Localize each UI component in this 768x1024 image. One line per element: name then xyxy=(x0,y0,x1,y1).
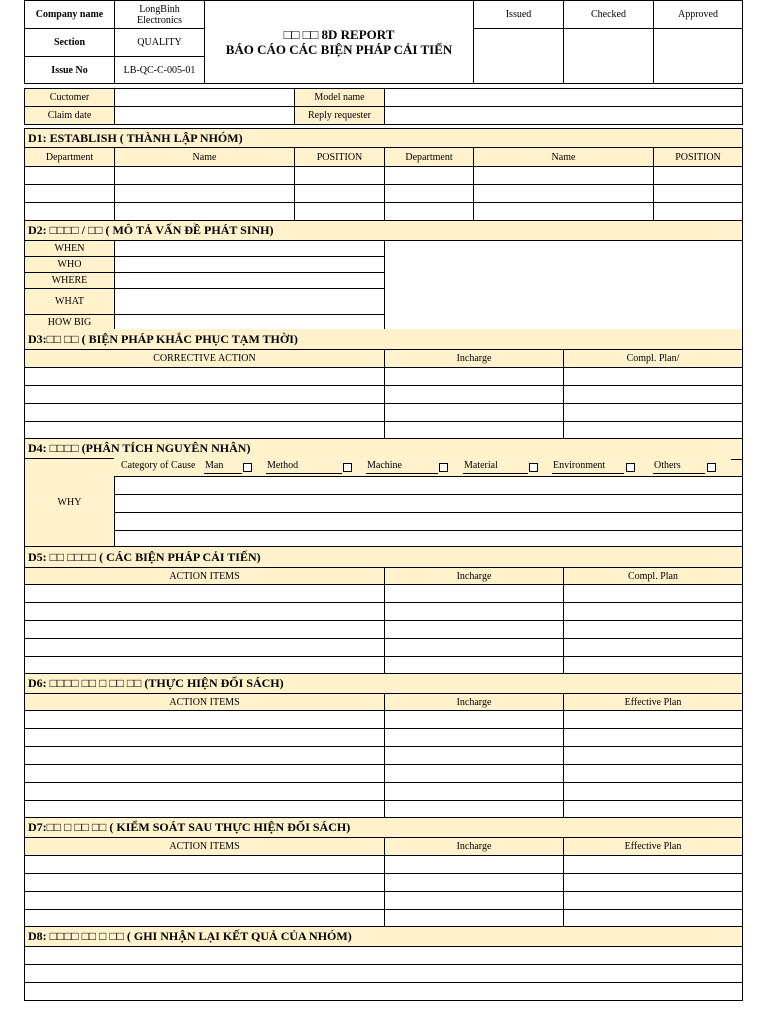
d1-team-cell[interactable] xyxy=(473,166,654,185)
d3-action-cell[interactable] xyxy=(384,367,564,386)
cause-machine-checkbox[interactable] xyxy=(439,463,448,472)
d1-team-cell[interactable] xyxy=(114,184,295,203)
model-name-label: Model name xyxy=(294,88,385,107)
d7-action-cell[interactable] xyxy=(384,855,564,874)
issued-signature-field[interactable] xyxy=(473,28,564,84)
d4-why-cell[interactable] xyxy=(114,476,743,495)
d6-action-cell[interactable] xyxy=(563,746,743,765)
d1-col-department-2: Department xyxy=(384,147,474,167)
d6-action-cell[interactable] xyxy=(24,782,385,801)
cause-material-checkbox[interactable] xyxy=(529,463,538,472)
d6-action-cell[interactable] xyxy=(563,728,743,747)
cause-man-label: Man xyxy=(204,459,242,474)
d6-action-cell[interactable] xyxy=(563,782,743,801)
customer-field[interactable] xyxy=(114,88,295,107)
d6-col-effective-plan: Effective Plan xyxy=(563,693,743,711)
d7-action-cell[interactable] xyxy=(24,891,385,910)
d4-why-cell[interactable] xyxy=(114,512,743,531)
d1-team-cell[interactable] xyxy=(384,184,474,203)
section-value: QUALITY xyxy=(114,28,205,57)
model-name-field[interactable] xyxy=(384,88,743,107)
d2-what-field[interactable] xyxy=(114,288,385,315)
d3-action-cell[interactable] xyxy=(24,367,385,386)
d7-action-cell[interactable] xyxy=(563,873,743,892)
cause-man-checkbox[interactable] xyxy=(243,463,252,472)
d3-section-title: D3:□□ □□ ( BIỆN PHÁP KHẮC PHỤC TẠM THỜI) xyxy=(24,329,743,350)
approved-signature-field[interactable] xyxy=(653,28,743,84)
d3-action-cell[interactable] xyxy=(563,403,743,422)
cause-environment-label: Environment xyxy=(552,459,624,474)
d1-team-cell[interactable] xyxy=(653,184,743,203)
d4-section-title: D4: □□□□ (PHÂN TÍCH NGUYÊN NHÂN) xyxy=(24,438,743,459)
d1-team-cell[interactable] xyxy=(114,202,295,221)
d3-action-cell[interactable] xyxy=(384,385,564,404)
d4-category-row xyxy=(114,458,743,477)
d8-result-cell[interactable] xyxy=(24,964,743,983)
checked-signature-field[interactable] xyxy=(563,28,654,84)
d7-action-cell[interactable] xyxy=(563,891,743,910)
d7-col-action-items: ACTION ITEMS xyxy=(24,837,385,856)
cause-method-checkbox[interactable] xyxy=(343,463,352,472)
d6-action-cell[interactable] xyxy=(384,710,564,729)
d6-action-cell[interactable] xyxy=(384,746,564,765)
title-line-2: BÁO CÁO CÁC BIỆN PHÁP CẢI TIẾN xyxy=(225,42,453,57)
d2-who-label: WHO xyxy=(24,256,115,273)
d1-team-cell[interactable] xyxy=(384,166,474,185)
issue-no-value: LB-QC-C-005-01 xyxy=(114,56,205,84)
d5-action-cell[interactable] xyxy=(24,584,385,603)
d5-action-cell[interactable] xyxy=(24,620,385,639)
d1-team-cell[interactable] xyxy=(114,166,295,185)
d2-where-label: WHERE xyxy=(24,272,115,289)
d6-col-incharge: Incharge xyxy=(384,693,564,711)
d6-col-action-items: ACTION ITEMS xyxy=(24,693,385,711)
d6-action-cell[interactable] xyxy=(24,728,385,747)
d2-when-label: WHEN xyxy=(24,240,115,257)
d1-team-cell[interactable] xyxy=(653,202,743,221)
claim-date-field[interactable] xyxy=(114,106,295,125)
reply-requester-field[interactable] xyxy=(384,106,743,125)
d4-why-cell[interactable] xyxy=(114,494,743,513)
d5-action-cell[interactable] xyxy=(563,620,743,639)
approved-label: Approved xyxy=(653,0,743,29)
customer-label: Cuctomer xyxy=(24,88,115,107)
d2-where-field[interactable] xyxy=(114,272,385,289)
d6-section-title: D6: □□□□ □□ □ □□ □□ (THỰC HIỆN ĐỐI SÁCH) xyxy=(24,673,743,694)
cause-extra-underline xyxy=(731,459,743,460)
d1-col-name-2: Name xyxy=(473,147,654,167)
d1-section-title: D1: ESTABLISH ( THÀNH LẬP NHÓM) xyxy=(24,128,743,148)
d1-team-cell[interactable] xyxy=(294,202,385,221)
d1-col-name: Name xyxy=(114,147,295,167)
issued-label: Issued xyxy=(473,0,564,29)
d6-action-cell[interactable] xyxy=(24,746,385,765)
d1-team-cell[interactable] xyxy=(24,166,115,185)
d5-action-cell[interactable] xyxy=(384,638,564,657)
d1-team-cell[interactable] xyxy=(384,202,474,221)
reply-requester-label: Reply requester xyxy=(294,106,385,125)
cause-material-label: Material xyxy=(463,459,528,474)
cause-environment-checkbox[interactable] xyxy=(626,463,635,472)
d6-action-cell[interactable] xyxy=(384,764,564,783)
d1-col-position-2: POSITION xyxy=(653,147,743,167)
d2-illustration-area[interactable] xyxy=(384,240,743,330)
d2-when-field[interactable] xyxy=(114,240,385,257)
d1-col-position: POSITION xyxy=(294,147,385,167)
d8-result-cell[interactable] xyxy=(24,982,743,1001)
d2-section-title: D2: □□□□ / □□ ( MÔ TẢ VẤN ĐỀ PHÁT SINH) xyxy=(24,220,743,241)
page-title xyxy=(204,0,474,84)
d1-team-cell[interactable] xyxy=(294,166,385,185)
d5-action-cell[interactable] xyxy=(563,602,743,621)
d5-action-cell[interactable] xyxy=(384,620,564,639)
d2-how-big-label: HOW BIG xyxy=(24,314,115,330)
d1-col-department: Department xyxy=(24,147,115,167)
company-name-value: LongBinh Electronics xyxy=(114,0,205,29)
cause-method-label: Method xyxy=(266,459,342,474)
d5-col-incharge: Incharge xyxy=(384,567,564,585)
claim-date-label: Claim date xyxy=(24,106,115,125)
issue-no-label: Issue No xyxy=(24,56,115,84)
d7-col-effective-plan: Effective Plan xyxy=(563,837,743,856)
d3-action-cell[interactable] xyxy=(384,403,564,422)
d1-team-cell[interactable] xyxy=(24,184,115,203)
d1-team-cell[interactable] xyxy=(473,184,654,203)
d5-action-cell[interactable] xyxy=(384,602,564,621)
d6-action-cell[interactable] xyxy=(384,728,564,747)
d3-action-cell[interactable] xyxy=(24,403,385,422)
d1-team-cell[interactable] xyxy=(473,202,654,221)
d6-action-cell[interactable] xyxy=(563,764,743,783)
d6-action-cell[interactable] xyxy=(563,710,743,729)
d8-section-title: D8: □□□□ □□ □ □□ ( GHI NHẬN LẠI KẾT QUẢ CỦA NHÓM) xyxy=(24,926,743,947)
d5-action-cell[interactable] xyxy=(384,584,564,603)
d1-team-cell[interactable] xyxy=(653,166,743,185)
d2-how-big-field[interactable] xyxy=(114,314,385,330)
d5-col-compl-plan: Compl. Plan xyxy=(563,567,743,585)
d3-col-incharge: Incharge xyxy=(384,349,564,368)
d5-section-title: D5: □□ □□□□ ( CÁC BIỆN PHÁP CẢI TIẾN) xyxy=(24,546,743,568)
d3-col-corrective-action: CORRECTIVE ACTION xyxy=(24,349,385,368)
section-label: Section xyxy=(24,28,115,57)
d2-what-label: WHAT xyxy=(24,288,115,315)
d3-action-cell[interactable] xyxy=(563,385,743,404)
d5-action-cell[interactable] xyxy=(563,584,743,603)
cause-machine-label: Machine xyxy=(366,459,438,474)
d5-action-cell[interactable] xyxy=(24,602,385,621)
title-line-1: □□ □□ 8D REPORT xyxy=(283,27,395,42)
d7-action-cell[interactable] xyxy=(24,873,385,892)
d3-action-cell[interactable] xyxy=(24,385,385,404)
d4-category-label: Category of Cause xyxy=(121,460,196,471)
d5-action-cell[interactable] xyxy=(563,638,743,657)
d4-why-label: WHY xyxy=(24,458,115,547)
d3-col-compl-plan: Compl. Plan/ xyxy=(563,349,743,368)
d7-action-cell[interactable] xyxy=(384,891,564,910)
d6-action-cell[interactable] xyxy=(24,710,385,729)
d3-action-cell[interactable] xyxy=(563,367,743,386)
d6-action-cell[interactable] xyxy=(384,782,564,801)
d8-result-cell[interactable] xyxy=(24,946,743,965)
d7-action-cell[interactable] xyxy=(563,855,743,874)
d5-col-action-items: ACTION ITEMS xyxy=(24,567,385,585)
cause-others-label: Others xyxy=(653,459,705,474)
d2-who-field[interactable] xyxy=(114,256,385,273)
company-name-label: Company name xyxy=(24,0,115,29)
d1-team-cell[interactable] xyxy=(294,184,385,203)
d6-action-cell[interactable] xyxy=(24,764,385,783)
d7-action-cell[interactable] xyxy=(384,873,564,892)
d7-action-cell[interactable] xyxy=(24,855,385,874)
d7-section-title: D7:□□ □ □□ □□ ( KIỂM SOÁT SAU THỰC HIỆN ĐỐI SÁCH) xyxy=(24,817,743,838)
d5-action-cell[interactable] xyxy=(24,638,385,657)
d7-col-incharge: Incharge xyxy=(384,837,564,856)
d1-team-cell[interactable] xyxy=(24,202,115,221)
cause-others-checkbox[interactable] xyxy=(707,463,716,472)
checked-label: Checked xyxy=(563,0,654,29)
